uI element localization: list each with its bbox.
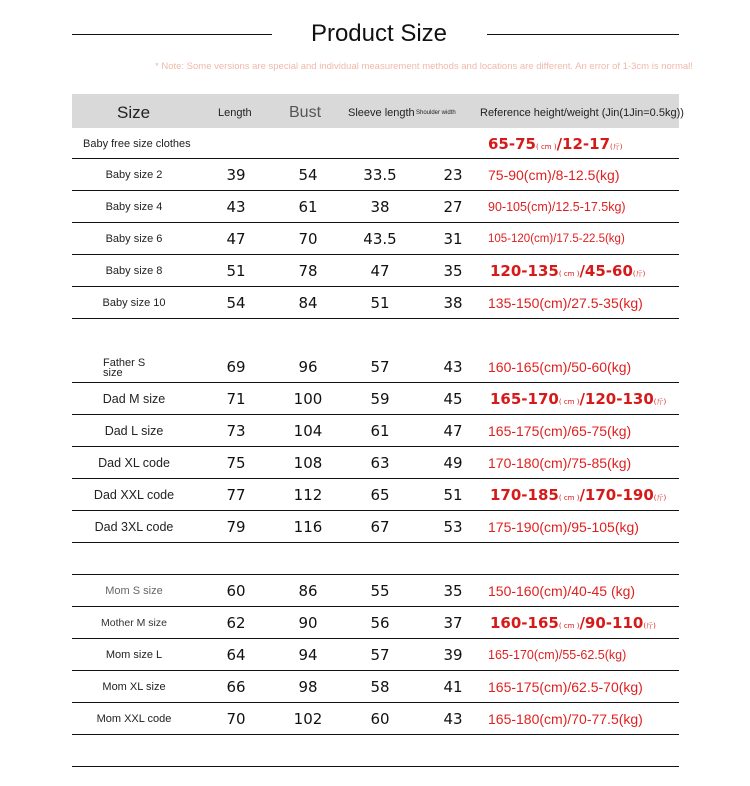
size-name: Baby size 10 xyxy=(102,297,166,309)
bust-value: 112 xyxy=(293,486,323,504)
table-row xyxy=(72,287,679,319)
ref-unit: (斤) xyxy=(653,494,667,502)
length-value: 47 xyxy=(226,230,246,248)
shoulder-value: 37 xyxy=(443,614,463,632)
shoulder-value: 23 xyxy=(443,166,463,184)
shoulder-value: 45 xyxy=(443,390,463,408)
reference-value: 135-150(cm)/27.5-35(kg) xyxy=(488,295,643,311)
size-name: Dad L size xyxy=(104,424,164,438)
size-table xyxy=(72,94,684,767)
sleeve-value: 61 xyxy=(370,422,390,440)
length-value: 43 xyxy=(226,198,246,216)
shoulder-value: 43 xyxy=(443,358,463,376)
bust-value: 96 xyxy=(298,358,318,376)
sleeve-value: 55 xyxy=(370,582,390,600)
table-row xyxy=(72,607,679,639)
col-size: Size xyxy=(117,103,151,122)
reference-value: 165-180(cm)/70-77.5(kg) xyxy=(488,711,643,727)
size-name-line: Father S xyxy=(103,357,146,369)
length-value: 64 xyxy=(226,646,246,664)
ref-unit: ( cm ) xyxy=(558,494,580,502)
bust-value: 98 xyxy=(298,678,318,696)
reference-value: 75-90(cm)/8-12.5(kg) xyxy=(488,167,620,183)
ref-height: 120-135 xyxy=(490,262,559,280)
col-sleeve: Sleeve length xyxy=(348,107,415,119)
size-name-line: size xyxy=(103,367,123,379)
ref-unit: (斤) xyxy=(632,270,646,278)
reference-value xyxy=(490,479,666,515)
bust-value: 116 xyxy=(293,518,323,536)
bust-value: 86 xyxy=(298,582,318,600)
length-value: 73 xyxy=(226,422,246,440)
ref-weight: /45-60 xyxy=(579,262,633,280)
ref-unit: ( cm ) xyxy=(558,622,580,630)
sleeve-value: 58 xyxy=(370,678,390,696)
length-value: 69 xyxy=(226,358,246,376)
size-name: Mom S size xyxy=(105,585,163,597)
shoulder-value: 35 xyxy=(443,262,463,280)
length-value: 77 xyxy=(226,486,246,504)
size-name: Baby size 4 xyxy=(105,201,163,213)
page-title: Product Size xyxy=(310,20,448,47)
reference-value: 160-165(cm)/50-60(kg) xyxy=(488,359,632,375)
bust-value: 78 xyxy=(298,262,318,280)
shoulder-value: 39 xyxy=(443,646,463,664)
size-name: Mother M size xyxy=(101,617,167,629)
col-bust: Bust xyxy=(289,104,322,121)
shoulder-value: 49 xyxy=(443,454,463,472)
table-bottom-divider xyxy=(72,735,679,767)
size-name: Dad XXL code xyxy=(93,488,175,502)
ref-height: 170-185 xyxy=(490,486,559,504)
ref-weight: /90-110 xyxy=(579,614,644,632)
table-row xyxy=(72,415,679,447)
table-row xyxy=(72,479,679,511)
length-value: 79 xyxy=(226,518,246,536)
length-value: 60 xyxy=(226,582,246,600)
bust-value: 104 xyxy=(293,422,323,440)
table-row xyxy=(72,383,679,415)
shoulder-value: 31 xyxy=(443,230,463,248)
shoulder-value: 35 xyxy=(443,582,463,600)
table-row xyxy=(72,575,679,607)
sleeve-value: 57 xyxy=(370,646,390,664)
table-row xyxy=(72,511,679,543)
table-row xyxy=(72,128,679,159)
title-divider-right xyxy=(487,34,679,35)
bust-value: 61 xyxy=(298,198,318,216)
size-name: Baby size 6 xyxy=(105,233,163,245)
ref-weight: /12-17 xyxy=(556,135,611,153)
reference-value: 175-190(cm)/95-105(kg) xyxy=(488,519,639,535)
bust-value: 70 xyxy=(298,230,318,248)
size-name: Mom size L xyxy=(105,649,163,661)
table-row xyxy=(72,191,679,223)
size-name: Mom XXL code xyxy=(96,713,172,725)
table-row xyxy=(72,639,679,671)
title-bar xyxy=(0,18,750,58)
ref-height: 65-75 xyxy=(488,135,536,153)
sleeve-value: 57 xyxy=(370,358,390,376)
shoulder-value: 47 xyxy=(443,422,463,440)
bust-value: 108 xyxy=(293,454,323,472)
bust-value: 94 xyxy=(298,646,318,664)
table-row xyxy=(72,671,679,703)
reference-value: 105-120(cm)/17.5-22.5(kg) xyxy=(488,233,625,245)
table-row xyxy=(72,223,679,255)
ref-unit: (斤) xyxy=(643,622,656,630)
reference-value: 165-175(cm)/62.5-70(kg) xyxy=(488,679,643,695)
bust-value: 100 xyxy=(293,390,323,408)
measurement-note: * Note: Some versions are special and individual measurement methods and locations are different. An error of 1-3cm is normal! xyxy=(155,61,693,72)
size-name: Dad M size xyxy=(102,392,166,406)
reference-value: 150-160(cm)/40-45 (kg) xyxy=(488,583,636,599)
ref-height: 160-165 xyxy=(490,614,559,632)
col-reference: Reference height/weight (Jin(1Jin=0.5kg)) xyxy=(480,107,684,119)
reference-value xyxy=(490,255,645,291)
reference-value xyxy=(490,607,656,643)
ref-unit: ( cm ) xyxy=(558,398,580,406)
sleeve-value: 33.5 xyxy=(363,166,397,184)
sleeve-value: 51 xyxy=(370,294,390,312)
ref-weight: /170-190 xyxy=(579,486,654,504)
sleeve-value: 63 xyxy=(370,454,390,472)
length-value: 70 xyxy=(226,710,246,728)
shoulder-value: 27 xyxy=(443,198,463,216)
table-row xyxy=(72,159,679,191)
sleeve-value: 67 xyxy=(370,518,390,536)
table-row xyxy=(72,255,679,287)
sleeve-value: 43.5 xyxy=(363,230,397,248)
sleeve-value: 60 xyxy=(370,710,390,728)
shoulder-value: 51 xyxy=(443,486,463,504)
length-value: 39 xyxy=(226,166,246,184)
reference-value: 165-175(cm)/65-75(kg) xyxy=(488,423,632,439)
bust-value: 102 xyxy=(293,710,323,728)
size-name: Baby size 8 xyxy=(105,265,163,277)
bust-value: 54 xyxy=(298,166,318,184)
shoulder-value: 43 xyxy=(443,710,463,728)
sleeve-value: 56 xyxy=(370,614,390,632)
length-value: 54 xyxy=(226,294,246,312)
bust-value: 84 xyxy=(298,294,318,312)
length-value: 62 xyxy=(226,614,246,632)
size-name: Mom XL size xyxy=(102,681,166,693)
sleeve-value: 59 xyxy=(370,390,390,408)
reference-value: 165-170(cm)/55-62.5(kg) xyxy=(488,648,627,662)
reference-value xyxy=(490,383,666,419)
sleeve-value: 47 xyxy=(370,262,390,280)
bust-value: 90 xyxy=(298,614,318,632)
reference-value: 170-180(cm)/75-85(kg) xyxy=(488,455,632,471)
table-row xyxy=(72,351,679,383)
size-name: Dad XL code xyxy=(98,456,170,470)
ref-unit: ( cm ) xyxy=(558,270,580,278)
table-header xyxy=(72,94,684,128)
sleeve-value: 65 xyxy=(370,486,390,504)
ref-unit: (斤) xyxy=(610,143,623,151)
shoulder-value: 38 xyxy=(443,294,463,312)
length-value: 51 xyxy=(226,262,246,280)
size-name: Baby size 2 xyxy=(105,169,163,181)
col-length: Length xyxy=(218,107,252,119)
ref-weight: /120-130 xyxy=(579,390,654,408)
section-divider xyxy=(72,543,679,575)
sleeve-value: 38 xyxy=(370,198,390,216)
size-name: Baby free size clothes xyxy=(83,138,191,150)
table-row xyxy=(72,703,679,735)
ref-height: 165-170 xyxy=(490,390,559,408)
ref-unit: ( cm ) xyxy=(535,143,557,151)
table-row xyxy=(72,447,679,479)
col-shoulder: Shoulder width xyxy=(416,110,456,116)
shoulder-value: 41 xyxy=(443,678,463,696)
length-value: 66 xyxy=(226,678,246,696)
ref-unit: (斤) xyxy=(653,398,667,406)
length-value: 75 xyxy=(226,454,246,472)
length-value: 71 xyxy=(226,390,246,408)
shoulder-value: 53 xyxy=(443,518,463,536)
reference-value: 90-105(cm)/12.5-17.5kg) xyxy=(488,200,626,214)
section-gap xyxy=(72,319,679,351)
size-name: Dad 3XL code xyxy=(94,520,174,534)
